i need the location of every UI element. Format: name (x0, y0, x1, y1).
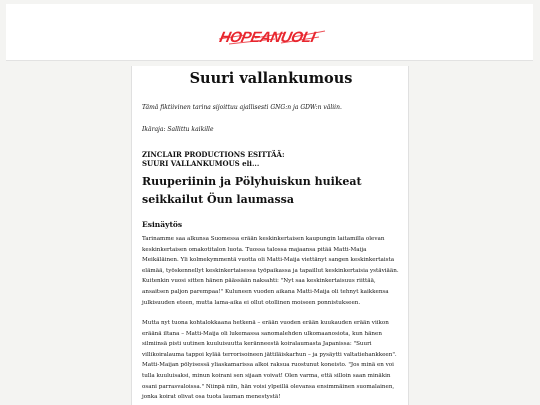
presents-line-1: ZINCLAIR PRODUCTIONS ESITTÄÄ: (142, 150, 285, 159)
site-header (6, 4, 533, 61)
age-rating: Ikäraja: Sallittu kaikille (142, 126, 214, 133)
page-title: Suuri vallankumous (189, 70, 353, 87)
logo-text: HOPEANUOLI (217, 29, 317, 46)
presents-line-2: SUURI VALLANKUMOUS eli... (142, 159, 260, 168)
article-subtitle: Ruuperiinin ja Pölyhuiskun huikeat seikkailut Öun laumassa (142, 175, 362, 206)
presents-block (142, 150, 400, 168)
intro-note: Tämä fiktiivinen tarina sijoittuu ajallisesti GNG:n ja GDW:n väliin. (142, 104, 342, 111)
article-page (131, 66, 409, 405)
section-heading: Esinäytös (142, 220, 183, 229)
paragraph-2: Mutta nyt tuona kohtalokkaana hetkenä – erään vuoden erään kuukauden erään viikon eräänä iltana – Matti-Maija oli lukemassa sanomalehden ulkomaanosiota, kun hänen silmiinsä pisti uutinen kuuluisuutta keränneestä koiralaumasta Japanissa: "Suuri villikoiralauma tappoi kylää terrorisoineen jättiläiskarhun – ja pysäytti valtatiehankkeen". Matti-Maijan pölyisessä yliaskamarissa alkoi raksua ruostunut koneisto. "Jos minä en voi tulla kuuluisaksi, minun koirani sen sijaan voivat! Olen varma, että silloin saan minäkin osani parrasvaloissa." Niinpä niin, hän voisi ylpeillä olevansa ensimmäinen suomalainen, jonka koirat olivat osa tuota lauman menestystä! (142, 320, 397, 401)
hopeanuoli-logo[interactable] (215, 22, 337, 48)
paragraph-1: Tarinamme saa alkunsa Suomessa erään keskinkertaisen kaupungin laitamilla olevan keskinkertaisen omakotitalon luota. Tuossa talossa majaansa pitää Matti-Maija Meikäläinen. Yli kolmekymmentä vuotta oli Matti-Maija viettänyt sangen keskinkertaista elämää, työskennellyt keskinkertaisessa työpaikassa ja tapaillut keskinkertaisia ystäviään. Kuitenkin vuosi sitten hänen päässään naksahti: "Nyt saa keskinkertaisuus riittää, ansaitsen paljon parempaa!" Kuluneen vuoden aikana Matti-Maija oli tehnyt kaikkensa julkisuuden eteen, mutta lama-aika ei ollut otollinen moiseen ponnistukseen. (142, 236, 399, 306)
